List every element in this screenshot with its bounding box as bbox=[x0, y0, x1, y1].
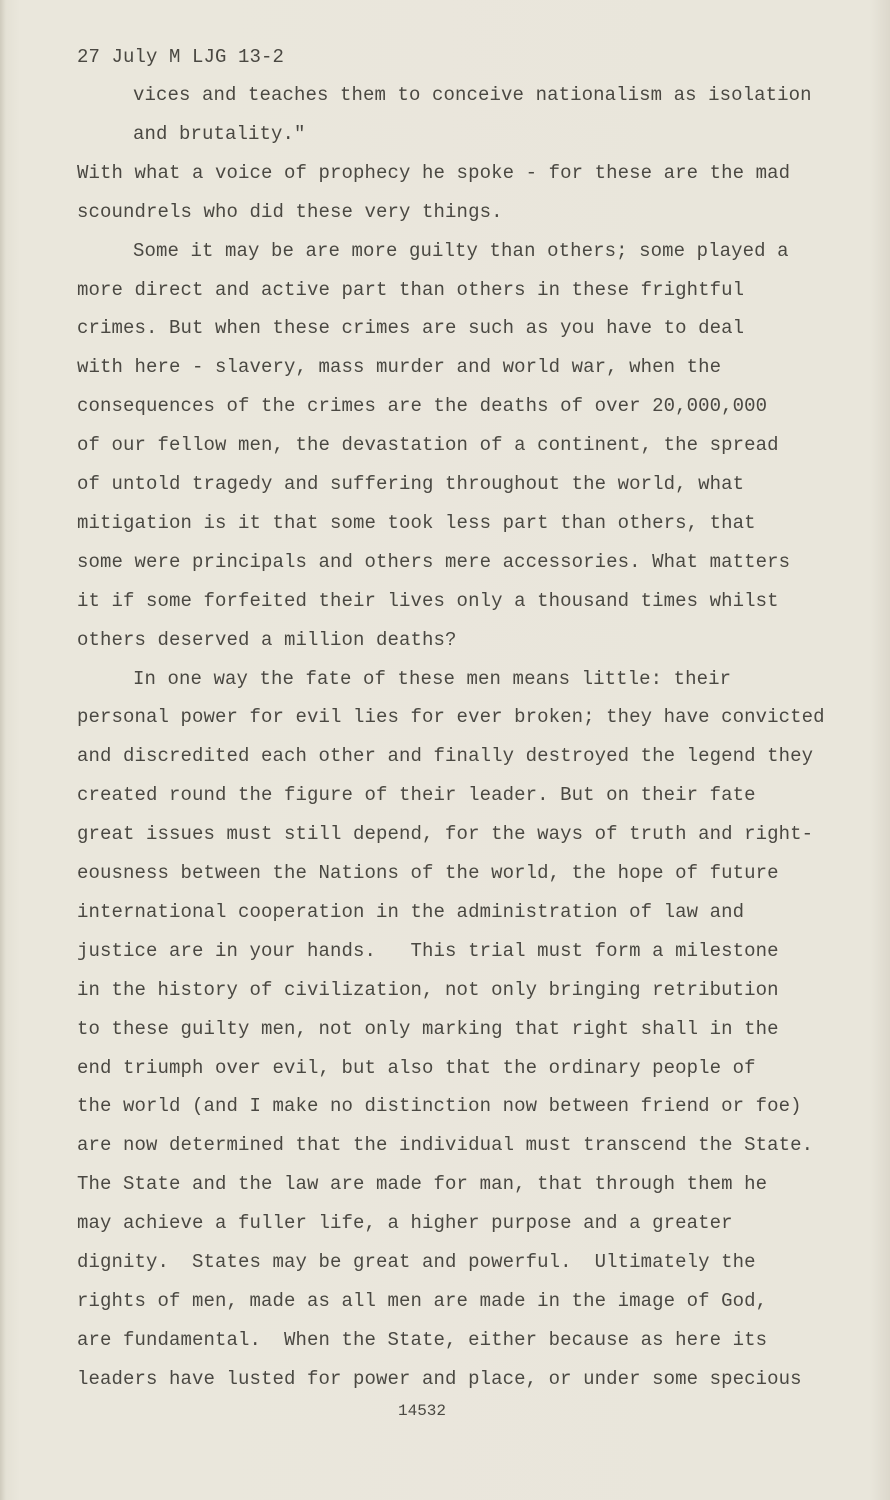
text-line: end triumph over evil, but also that the ordinary people of bbox=[77, 1056, 756, 1079]
text-line: some were principals and others mere accessories. What matters bbox=[77, 550, 791, 573]
text-line: eousness between the Nations of the world, the hope of future bbox=[77, 862, 779, 884]
text-line: international cooperation in the administration of law and bbox=[77, 900, 745, 923]
text-line: in the history of civilization, not only bringing retribution bbox=[77, 978, 779, 1001]
page-header: 27 July M LJG 13-2 bbox=[77, 46, 285, 68]
text-line: of untold tragedy and suffering throughout the world, what bbox=[77, 473, 745, 495]
text-line: created round the figure of their leader. But on their fate bbox=[77, 784, 756, 807]
text-line: justice are in your hands. This trial must form a milestone bbox=[77, 939, 779, 962]
text-line: vices and teaches them to conceive nationalism as isolation bbox=[133, 84, 812, 106]
text-line: to these guilty men, not only marking that right shall in the bbox=[77, 1017, 779, 1040]
text-line: personal power for evil lies for ever broken; they have convicted bbox=[77, 706, 825, 729]
text-line: of our fellow men, the devastation of a continent, the spread bbox=[77, 434, 779, 457]
page-number: 14532 bbox=[398, 1402, 447, 1420]
text-line: are fundamental. When the State, either because as here its bbox=[77, 1328, 768, 1351]
text-line: great issues must still depend, for the ways of truth and right- bbox=[77, 823, 814, 846]
text-line: consequences of the crimes are the deaths of over 20,000,000 bbox=[77, 395, 768, 418]
text-line: The State and the law are made for man, that through them he bbox=[77, 1173, 768, 1196]
text-line: crimes. But when these crimes are such as you have to deal bbox=[77, 317, 745, 340]
text-line: the world (and I make no distinction now between friend or foe) bbox=[77, 1095, 802, 1118]
text-line: may achieve a fuller life, a higher purpose and a greater bbox=[77, 1212, 733, 1235]
text-line: With what a voice of prophecy he spoke - for these are the mad bbox=[77, 161, 791, 184]
text-line: In one way the fate of these men means little: their bbox=[133, 667, 732, 690]
text-line: leaders have lusted for power and place, or under some specious bbox=[77, 1367, 802, 1390]
text-line: are now determined that the individual must transcend the State. bbox=[77, 1134, 814, 1157]
text-line: with here - slavery, mass murder and world war, when the bbox=[77, 356, 722, 379]
text-line: Some it may be are more guilty than others; some played a bbox=[133, 239, 789, 262]
text-line: it if some forfeited their lives only a thousand times whilst bbox=[77, 589, 779, 612]
text-line: and discredited each other and finally destroyed the legend they bbox=[77, 745, 814, 768]
text-line: more direct and active part than others in these frightful bbox=[77, 278, 745, 301]
text-line: others deserved a million deaths? bbox=[77, 628, 457, 651]
text-line: scoundrels who did these very things. bbox=[77, 200, 503, 223]
text-line: rights of men, made as all men are made in the image of God, bbox=[77, 1289, 768, 1312]
text-line: mitigation is it that some took less part than others, that bbox=[77, 511, 756, 534]
text-line: dignity. States may be great and powerful. Ultimately the bbox=[77, 1251, 756, 1273]
text-line: and brutality." bbox=[133, 122, 306, 145]
